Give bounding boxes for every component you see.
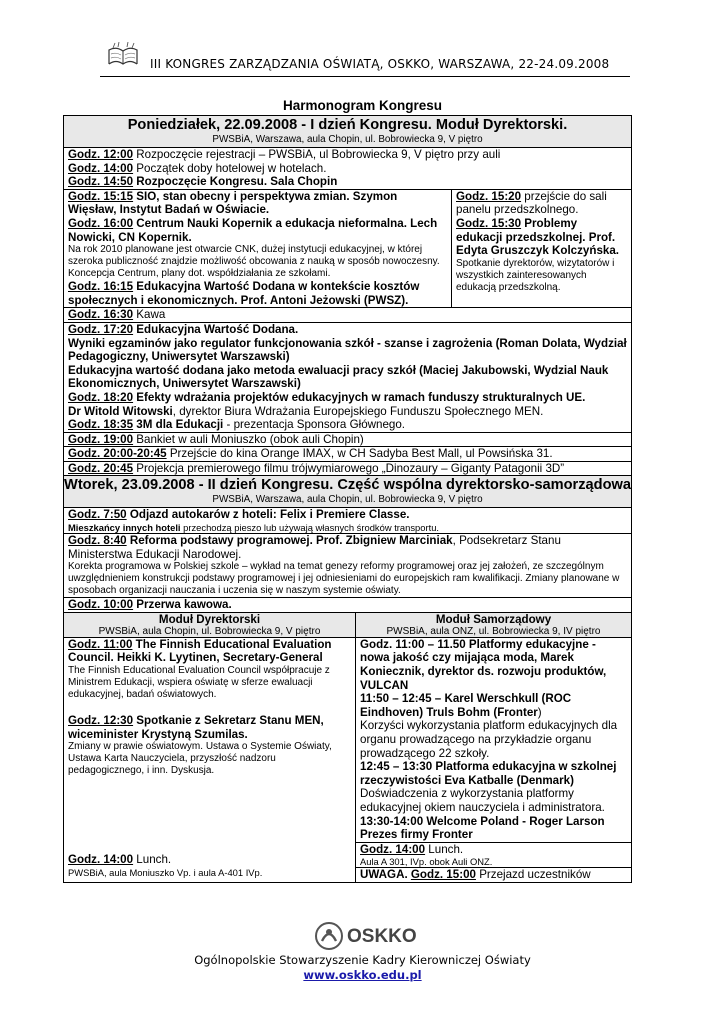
event-text: , Podsekretarz Stanu Ministerstwa Edukacji Narodowej.: [68, 534, 561, 561]
event-text: Spotkanie z Sekretarz Stanu MEN, wiceminister Krystyną Szumilas.: [68, 714, 324, 741]
time: Godz. 16:30: [68, 308, 134, 322]
time: Godz. 20:00-20:45: [68, 447, 167, 461]
event-venue: Aula A 301, IVp. obok Auli ONZ.: [360, 856, 493, 868]
event-text: przejście do sali panelu przedszkolnego.: [456, 189, 607, 217]
event-text: Centrum Nauki Kopernik a edukacja nieformalna: [133, 216, 404, 230]
speaker: Dr Witold Witowski: [68, 404, 173, 418]
event-text: Bankiet w auli Moniuszko (obok auli Chopin): [133, 432, 364, 446]
time: Godz. 12:00: [68, 148, 134, 161]
day1-cinema-row: [64, 447, 631, 462]
time: Godz. 7:50: [68, 508, 127, 522]
time: Godz. 8:40: [68, 534, 127, 548]
event-description: Na rok 2010 planowane jest otwarcie CNK, dużej instytucji edukacyjnej, w której szeroka publiczność znajdzie możliwość obcowania z nauką w sposób nowoczesny. Koncepcja Centrum, plany dot. współdziałania ze szkołami.: [68, 244, 440, 280]
day1-heading: Poniedziałek, 22.09.2008 - I dzień Kongresu. Moduł Dyrektorski.: [127, 117, 568, 133]
event-text: Początek doby hotelowej w hotelach.: [133, 161, 327, 175]
event-text: 13:30-14:00 Welcome Poland - Roger Larson Prezes firmy Fronter: [360, 814, 605, 842]
day1-ewd-row: [64, 323, 631, 433]
day2-heading-block: [64, 476, 631, 508]
time: Godz. 17:20: [68, 322, 134, 336]
event-text: Edukacyjna wartość dodana jako metoda ewaluacji pracy szkół (Maciej Jakubowski, Wydzial Nauk Ekonomicznych, Uniwersytet Warszawski): [68, 363, 609, 391]
module-local-government-content: [356, 638, 631, 843]
event-text: Lunch.: [425, 842, 464, 856]
day2-break-row: [64, 598, 631, 613]
day2-modules: [64, 613, 631, 882]
module-directors: [64, 613, 355, 882]
time: Godz. 10:00: [68, 598, 134, 612]
day1-main-session: [64, 190, 451, 308]
open-book-logo-icon: [106, 42, 140, 68]
event-text: Efekty wdrażania projektów edukacyjnych w ramach funduszy strukturalnych UE.: [133, 390, 586, 404]
day1-parallel-sessions: [64, 190, 631, 309]
event-description: Doświadczenia z wykorzystania platformy edukacyjnej okiem nauczyciela i administratora.: [360, 787, 605, 814]
event-text: Wyniki egzaminów jako regulator funkcjonowania szkół - szanse i zagrożenia (Roman Dolata, Wydział Pedagogiczny, Uniwersytet Warszawski): [68, 336, 627, 364]
time: Godz. 15:15: [68, 189, 134, 203]
event-text: ): [537, 705, 542, 719]
time: Godz. 20:45: [68, 461, 134, 475]
footer-website-link[interactable]: www.oskko.edu.pl: [303, 968, 422, 982]
day1-venue: PWSBiA, Warszawa, aula Chopin, ul. Bobrowiecka 9, V piętro: [212, 134, 483, 145]
module-title: Moduł Dyrektorski: [158, 612, 261, 626]
day2-venue: PWSBiA, Warszawa, aula Chopin, ul. Bobrowiecka 9, V piętro: [212, 494, 483, 506]
time: Godz. 11:00: [68, 637, 133, 651]
module-venue: PWSBiA, aula Chopin, ul. Bobrowiecka 9, V piętro: [98, 625, 321, 637]
note-text: przechodzą pieszo lub używają własnych środków transportu.: [180, 522, 440, 534]
module-directors-header: [64, 613, 355, 638]
oskko-logo: [314, 921, 417, 951]
time: Godz. 14:00: [68, 853, 134, 867]
time: Godz. 16:00: [68, 216, 134, 230]
event-text: Projekcja premierowego filmu trójwymiarowego „Dinozaury – Giganty Patagonii 3D”: [133, 461, 565, 475]
day1-registration-row: [64, 148, 631, 190]
time: Godz. 15:30: [456, 216, 522, 230]
event-text: 11:50 – 12:45 – Karel Werschkull (ROC Eindhoven) Truls Bohm (Fronter: [360, 692, 572, 719]
time: Godz. 16:15: [68, 280, 134, 294]
day1-preschool-session: [451, 190, 629, 308]
day2-bus-row: [64, 508, 631, 534]
time: Godz. 14:50: [68, 175, 134, 189]
event-text: Rozpoczęcie rejestracji – PWSBiA, ul Bobrowiecka 9, V piętro przy auli: [133, 148, 501, 161]
time: Godz. 15:20: [456, 189, 522, 203]
page-title: Harmonogram Kongresu: [282, 98, 443, 113]
event-text: Edukacyjna Wartość Dodana w kontekście kosztów społecznych i ekonomicznych. Prof. Antoni Jeżowski (PWSZ).: [68, 280, 420, 307]
module-local-government-lunch: [356, 843, 631, 869]
time: Godz. 15:00: [410, 868, 476, 882]
event-text: Odjazd autokarów z hoteli: Felix i Premiere Classe.: [126, 508, 410, 522]
event-description: Spotkanie dyrektorów, wizytatorów i wszystkich zainteresowanych edukacją przedszkolną.: [456, 257, 615, 293]
page-header: [100, 40, 630, 77]
event-venue: PWSBiA, aula Moniuszko Vp. i aula A-401 IVp.: [68, 866, 263, 878]
day1-film-row: [64, 462, 631, 477]
time: Godz. 12:30: [68, 714, 134, 728]
event-text: Przejście do kina Orange IMAX, w CH Sadyba Best Mall, ul Powsińska 31.: [166, 447, 553, 461]
footer-organization: Ogólnopolskie Stowarzyszenie Kadry Kierowniczej Oświaty: [194, 953, 531, 967]
time: Godz. 14:00: [360, 842, 426, 856]
event-text: Problemy edukacji przedszkolnej. Prof. Edyta Gruszczyk Kolczyńska.: [456, 216, 620, 258]
event-description: Korzyści wykorzystania platform edukacyjnych dla organu prowadzącego na przykładzie organu prowadzącego 22 szkoły.: [360, 719, 618, 760]
module-local-government-notice: [356, 868, 631, 882]
module-local-government: [355, 613, 631, 882]
event-text: - prezentacja Sponsora Głównego.: [223, 418, 406, 432]
module-local-government-header: [356, 613, 631, 638]
event-description: The Finnish Educational Evaluation Council współpracuje z Ministrem Edukacji, wspiera oświatę w sferze ewaluacji edukacyjnej, badań oświatowych.: [68, 665, 330, 701]
schedule-table: [63, 115, 632, 883]
day1-heading-block: [64, 116, 631, 148]
time: Godz. 14:00: [68, 161, 134, 175]
event-description: Korekta programowa w Polskiej szkole – wykład na temat genezy reformy programowej oraz jej założeń, ze szczególnym uwzględnieniem konstrukcji podstawy programowej i jej odniesieniami do europejskich ram kwalifikacji. Zmiany planowane w sposobach organizacji nauczania i uczenia się w naszym systemie oświaty.: [68, 561, 620, 597]
module-venue: PWSBiA, aula ONZ, ul. Bobrowiecka 9, IV piętro: [386, 625, 601, 637]
event-text: SIO, stan obecny i perspektywa zmian. Szymon Więsław, Instytut Badań w Oświacie.: [68, 189, 398, 217]
module-title: Moduł Samorządowy: [435, 612, 552, 626]
day1-coffee-row: [64, 308, 631, 323]
day1-banquet-row: [64, 433, 631, 448]
event-text: Przejazd uczestników: [475, 868, 591, 882]
speaker: . Lech Nowicki, CN Kopernik.: [68, 216, 438, 244]
event-text: 3M dla Edukacji: [133, 418, 224, 432]
event-text: Edukacyjna Wartość Dodana.: [133, 322, 299, 336]
oskko-emblem-icon: [314, 921, 344, 951]
event-text: Przerwa kawowa.: [133, 598, 232, 612]
note-label: Mieszkańcy innych hoteli: [68, 522, 181, 534]
time: Godz. 18:20: [68, 390, 134, 404]
time: Godz. 18:35: [68, 418, 134, 432]
day2-reform-row: [64, 534, 631, 598]
time: Godz. 19:00: [68, 432, 134, 446]
event-text: Godz. 11:00 – 11.50 Platformy edukacyjne - nowa jakość czy mijająca moda, Marek Koniecznik, dyrektor ds. rozwoju produktów, VULCAN: [360, 637, 607, 692]
module-directors-content: [64, 638, 355, 882]
event-description: Zmiany w prawie oświatowym. Ustawa o Systemie Oświaty, Ustawa Karta Nauczyciela, przyszłość nadzoru pedagogicznego, i inn. Dyskusja.: [68, 741, 332, 777]
header-text: III KONGRES ZARZĄDZANIA OŚWIATĄ, OSKKO, WARSZAWA, 22-24.09.2008: [150, 57, 610, 71]
event-text: 12:45 – 13:30 Platforma edukacyjna w szkolnej rzeczywistości Eva Katballe (Denmark): [360, 760, 617, 787]
notice-label: UWAGA.: [360, 868, 411, 882]
day2-heading: Wtorek, 23.09.2008 - II dzień Kongresu. Część wspólna dyrektorsko-samorządowa: [64, 477, 631, 494]
oskko-logo-text: OSKKO: [347, 926, 417, 947]
event-text: The Finnish Educational Evaluation Council. Heikki K. Lyytinen, Secretary-General: [68, 637, 332, 665]
event-text: , dyrektor Biura Wdrażania Europejskiego Funduszu Społecznego MEN.: [172, 404, 544, 418]
event-text: Reforma podstawy programowej. Prof. Zbigniew Marciniak: [126, 534, 453, 548]
event-text: Lunch.: [133, 853, 172, 867]
event-text: Kawa: [133, 308, 166, 322]
event-text: Rozpoczęcie Kongresu. Sala Chopin: [133, 175, 338, 189]
